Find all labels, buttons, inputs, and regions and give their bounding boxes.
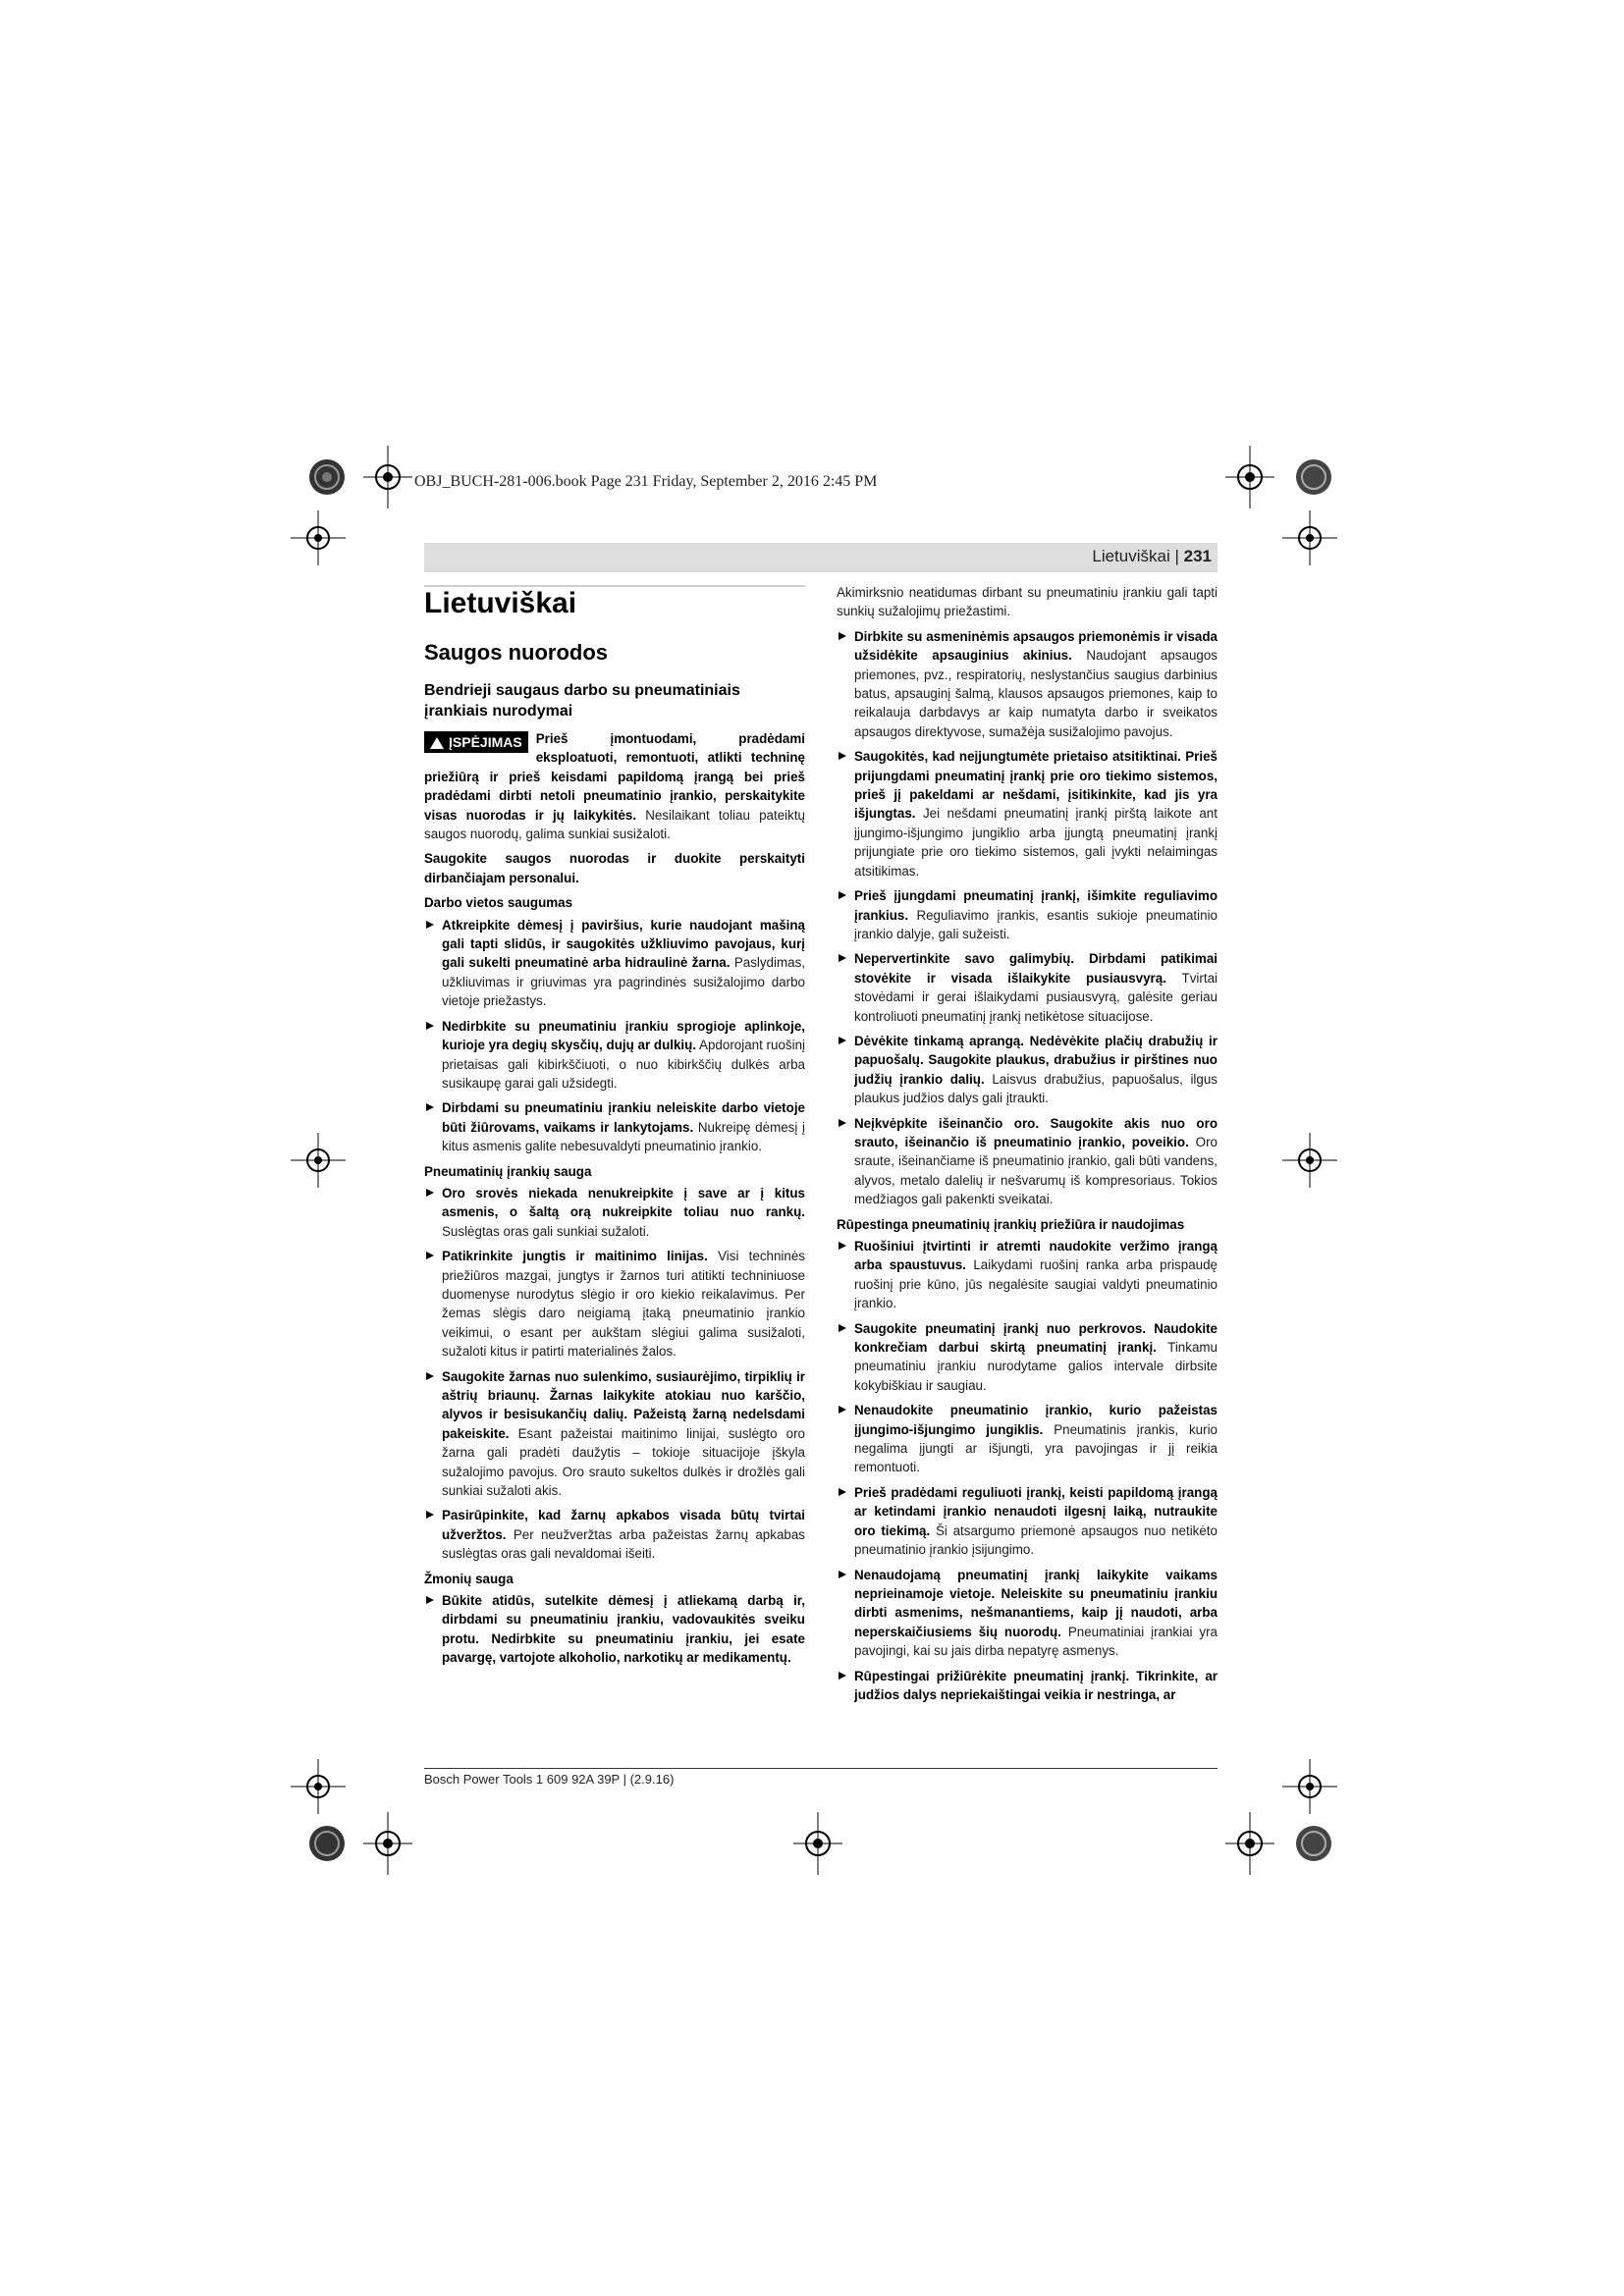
- list-item: [424, 1506, 805, 1563]
- bullet-list: [837, 1237, 1218, 1704]
- item-bold: Nenaudojamą pneumatinį įrankį laikykite vaikams neprieinamoje vietoje. Neleiskite su pneumatiniu įrankiu dirbti asmenims, nešmanantiems, kaip jį naudoti, arba neperskaičiusiems šių nuorodų.: [854, 1567, 1218, 1639]
- item-text: Laikydami ruošinį ranka arba prispaudę ruošinį prie kūno, jūs negalėsite saugiai valdyti pneumatinio įrankio.: [854, 1257, 1218, 1311]
- list-item: [424, 916, 805, 1011]
- item-text: Apdorojant ruošinį prietaisas gali kibirkščiuoti, o nuo kibirkščių dulkės arba susikaupę garai gali užsidegti.: [442, 1038, 805, 1091]
- item-bold: Prieš pradėdami reguliuoti įrankį, keisti papildomą įrangą ar ketindami įrankio nenaudoti ilgesnį laiką, nutraukite oro tiekimą.: [854, 1484, 1218, 1538]
- registration-crosshair-mark: [1282, 1759, 1337, 1814]
- list-item: [837, 1566, 1218, 1661]
- registration-crosshair-mark: [1282, 510, 1337, 565]
- page-number: 231: [1183, 547, 1212, 565]
- list-item: [424, 1591, 805, 1668]
- item-text: Paslydimas, užkliuvimas ir griuvimas yra pagrindinės susižalojimo darbo vietoje priežastys.: [442, 955, 805, 1009]
- warning-paragraph: [424, 729, 805, 843]
- list-item: [424, 1247, 805, 1361]
- bullet-list: [424, 1591, 805, 1668]
- registration-circle-mark: [1294, 457, 1333, 497]
- item-bold: Rūpestingai prižiūrėkite pneumatinį įrankį. Tikrinkite, ar judžios dalys nepriekaištingai veikia ir nestringa, ar: [854, 1668, 1218, 1702]
- registration-crosshair-mark: [363, 446, 412, 508]
- list-item: [424, 1367, 805, 1501]
- list-item: [837, 1114, 1218, 1209]
- registration-crosshair-mark: [291, 510, 346, 565]
- item-bold: Dirbkite su asmeninėmis apsaugos priemonėmis ir visada užsidėkite apsauginius akinius.: [854, 628, 1218, 664]
- list-item: [837, 1237, 1218, 1313]
- section-heading: Darbo vietos saugumas: [424, 895, 573, 911]
- item-bold: Nenaudokite pneumatinio įrankio, kurio pažeistas įjungimo-išjungimo jungiklis.: [854, 1403, 1218, 1437]
- list-item: [837, 886, 1218, 943]
- list-item: [837, 1032, 1218, 1108]
- list-item: [837, 1319, 1218, 1396]
- item-bold: Oro srovės niekada nenukreipkite į save ar į kitus asmenis, o šaltą orą nukreipkite toliau nuo rankų.: [442, 1185, 805, 1220]
- item-text: Pneumatiniai įrankiai yra pavojingi, kai su jais dirba nepatyrę asmenys.: [854, 1624, 1218, 1659]
- warning-label: ĮSPĖJIMAS: [449, 734, 522, 750]
- bullet-list: [424, 1184, 805, 1564]
- section-title: Lietuviškai: [424, 587, 577, 619]
- item-bold: Saugokitės, kad neįjungtumėte prietaiso atsitiktinai. Prieš prijungdami pneumatinį įrankį prie oro tiekimo sistemos, prieš jį pakeldami ar nešdami, įsitikinkite, kad jis yra išjungtas.: [854, 749, 1218, 822]
- item-bold: Prieš įjungdami pneumatinį įrankį, išimkite reguliavimo įrankius.: [854, 888, 1218, 923]
- item-text: Per neužveržtas arba pažeistas žarnų apkabas suslėgtas oras gali nevaldomai išeiti.: [442, 1526, 805, 1562]
- list-item: [837, 1401, 1218, 1477]
- list-item: [424, 1184, 805, 1241]
- item-bold: Nepervertinkite savo galimybių. Dirbdami patikimai stovėkite ir visada išlaikykite pusiausvyrą.: [854, 951, 1218, 986]
- item-text: Reguliavimo įrankis, esantis sukioje pneumatinio įrankio dalyje, gali sužeisti.: [854, 907, 1218, 941]
- item-bold: Atkreipkite dėmesį į paviršius, kurie naudojant mašiną gali tapti slidūs, ir saugokitės užkliuvimo pavojaus, kurį gali sukelti pneumatinė arba hidraulinė žarna.: [442, 917, 805, 971]
- item-bold: Nedirbkite su pneumatiniu įrankiu sprogioje aplinkoje, kurioje yra degių skysčių, dujų ar dulkių.: [442, 1018, 805, 1053]
- warning-badge: [424, 731, 528, 753]
- list-item: [837, 1667, 1218, 1705]
- left-column: [424, 583, 805, 1674]
- registration-crosshair-mark: [1225, 446, 1274, 508]
- item-text: Nukreipę dėmesį į kitus asmenis galite nebesuvaldyti pneumatinio įrankio.: [442, 1119, 806, 1154]
- bullet-list: [837, 627, 1218, 1209]
- list-item: [424, 1098, 805, 1155]
- registration-circle-mark: [307, 1824, 347, 1863]
- footer: Bosch Power Tools 1 609 92A 39P | (2.9.16): [424, 1772, 675, 1787]
- right-column: [837, 583, 1218, 1710]
- registration-crosshair-mark: [291, 1759, 346, 1814]
- warning-triangle-icon: [430, 737, 444, 749]
- intro-paragraph: Akimirksnio neatidumas dirbant su pneumatiniu įrankiu gali tapti sunkių sužalojimų priežastimi.: [837, 585, 1218, 619]
- item-text: Pneumatinis įrankis, kurio negalima įjungti ar išjungti, yra pavojingas ir jį reikia remontuoti.: [854, 1421, 1218, 1475]
- section-heading: Žmonių sauga: [424, 1571, 514, 1586]
- item-bold: Pasirūpinkite, kad žarnų apkabos visada būtų tvirtai užveržtos.: [442, 1508, 805, 1542]
- item-text: Tinkamu pneumatiniu įrankiu nurodytame galios intervale dirbsite kokybiškiau ir saugiau.: [854, 1340, 1218, 1393]
- item-text: Visi techninės priežiūros mazgai, jungtys ir žarnos turi atitikti techniniuose duomenyse nurodytus slėgio ir oro kiekio reikalavimus. Per žemas slėgis daro neigiamą įtaką pneumatinio įrankio veikimui, o esant per aukštam slėgiui galima susižaloti, sužaloti kitus ir patirti materialinės žalos.: [442, 1249, 805, 1360]
- item-text: Ši atsargumo priemonė apsaugos nuo netikėto pneumatinio įrankio įsijungimo.: [854, 1522, 1218, 1558]
- item-text: Naudojant apsaugos priemones, pvz., respiratorių, neslystančius saugius darbinius batus, apsauginį šalmą, klausos apsaugos priemones, kaip to reikalauja darbdavys ar kaip numatyta darbo ir sveikatos apsaugos direktyvose, sumažėja susižalojimo pavojus.: [854, 648, 1218, 739]
- section-heading: Pneumatinių įrankių sauga: [424, 1163, 592, 1179]
- item-text: Jei nešdami pneumatinį įrankį pirštą laikote ant įjungimo-išjungimo jungiklio arba įjungtą pneumatinį įrankį prijungiate prie oro tiekimo sistemos, gali įvykti nelaimingas atsitikimas.: [854, 806, 1218, 879]
- item-bold: Būkite atidūs, sutelkite dėmesį į atliekamą darbą ir, dirbdami su pneumatiniu įrankiu, vadovaukitės sveiku protu. Nedirbkite su pneumatiniu įrankiu, jei esate pavargę, vartojote alkoholio, narkotikų ar medikamentų.: [442, 1593, 805, 1666]
- registration-circle-mark: [1294, 1824, 1333, 1863]
- list-item: [837, 747, 1218, 881]
- section-heading: Rūpestinga pneumatinių įrankių priežiūra ir naudojimas: [837, 1216, 1185, 1232]
- item-bold: Patikrinkite jungtis ir maitinimo linijas.: [442, 1249, 708, 1264]
- registration-crosshair-mark: [363, 1812, 412, 1875]
- registration-crosshair-mark: [1282, 1133, 1337, 1188]
- warning-bold: Prieš įmontuodami, pradėdami eksploatuoti, remontuoti, atlikti techninę priežiūrą ir prieš keisdami papildomą įrangą bei prieš pradėdami dirbti netoli pneumatinio įrankio, perskaitykite visas nuorodas ir jų laikykitės.: [424, 731, 805, 823]
- safety-heading: Saugos nuorodos: [424, 640, 608, 665]
- registration-crosshair-mark: [291, 1133, 346, 1188]
- item-text: Oro sraute, išeinančiame iš pneumatinio įrankio, gali būti vandens, alyvos, metalo dalelių ir nešvarumų iš kompresoriaus. Tokios medžiagos gali pakenkti sveikatai.: [854, 1134, 1218, 1207]
- item-text: Laisvus drabužius, papuošalus, ilgus plaukus judžios dalys gali įtraukti.: [854, 1071, 1218, 1106]
- list-item: [837, 1483, 1218, 1560]
- registration-crosshair-mark: [793, 1812, 842, 1875]
- item-text: Tvirtai stovėdami ir gerai išlaikydami pusiausvyrą, galėsite geriau kontroliuoti pneumatinį įrankį netikėtose situacijose.: [854, 970, 1218, 1024]
- item-text: Suslėgtas oras gali sunkiai sužaloti.: [442, 1223, 650, 1239]
- running-head-label: Lietuviškai: [1092, 547, 1170, 565]
- item-text: Esant pažeistai maitinimo linijai, suslėgto oro žarna gali pradėti daužytis – tokioje situacijoje įškyla sužalojimo pavojus. Oro srauto sukeltos dulkės ir drožlės gali sunkiai sužaloti akis.: [442, 1425, 805, 1499]
- list-item: [424, 1017, 805, 1094]
- list-item: [837, 949, 1218, 1026]
- warning-text: Nesilaikant toliau pateiktų saugos nuorodų, galima sunkiai susižaloti.: [424, 807, 805, 842]
- item-bold: Dėvėkite tinkamą aprangą. Nedėvėkite plačių drabužių ir papuošalų. Saugokite plaukus, drabužius ir pirštines nuo judžių įrankio dalių.: [854, 1033, 1218, 1087]
- list-item: [837, 627, 1218, 741]
- registration-circle-mark: [307, 457, 347, 497]
- running-head: Lietuviškai | 231: [1092, 547, 1212, 565]
- keep-instructions: Saugokite saugos nuorodas ir duokite perskaityti dirbančiajam personalui.: [424, 851, 805, 885]
- bullet-list: [424, 916, 805, 1156]
- item-bold: Neįkvėpkite išeinančio oro. Saugokite akis nuo oro srauto, išeinančio iš pneumatinio įrankio, poveikio.: [854, 1115, 1218, 1149]
- item-bold: Dirbdami su pneumatiniu įrankiu neleiskite darbo vietoje būti žiūrovams, vaikams ir lankytojams.: [442, 1100, 805, 1135]
- item-bold: Saugokite pneumatinį įrankį nuo perkrovos. Naudokite konkrečiam darbui skirtą pneumatinį įrankį.: [854, 1320, 1218, 1356]
- footer-rule: [424, 1768, 1218, 1769]
- registration-crosshair-mark: [1225, 1812, 1274, 1875]
- item-bold: Ruošiniui įtvirtinti ir atremti naudokite veržimo įrangą arba spaustuvus.: [854, 1239, 1218, 1273]
- item-bold: Saugokite žarnas nuo sulenkimo, susiaurėjimo, tirpiklių ir aštrių briaunų. Žarnas laikykite atokiau nuo karščio, alyvos ir besisukančių dalių. Pažeistą žarną nedelsdami pakeiskite.: [442, 1368, 805, 1441]
- general-rules-heading: Bendrieji saugaus darbo su pneumatiniais įrankiais nurodymai: [424, 682, 740, 720]
- print-header: OBJ_BUCH-281-006.book Page 231 Friday, September 2, 2016 2:45 PM: [414, 473, 878, 490]
